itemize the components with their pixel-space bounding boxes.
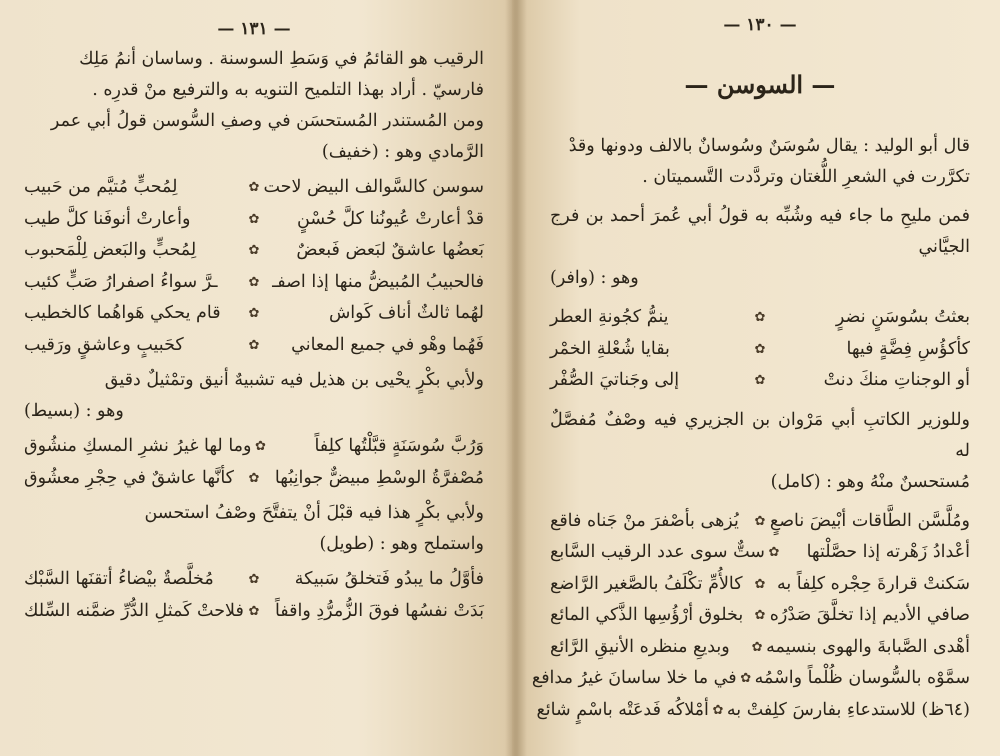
text-line: الرقيب هو القائمُ في وَسَطِ السوسنة . وساسان أنمُ مَلِك: [79, 49, 484, 69]
verse-line: [550, 506, 970, 538]
verse-line: [550, 600, 970, 632]
first-hemistich: سوسن كالسَّوالف البيض لاحت: [263, 177, 484, 197]
verse-line: [550, 302, 970, 334]
second-hemistich: مُخلَّصةٌ بيْضاءُ أتقنَها السَّبْك: [24, 569, 214, 589]
second-hemistich: ستٌّ سوى عدد الرقيب السَّابع: [550, 542, 765, 562]
first-hemistich: بَدَتْ نفسُها فوقَ الزُّمرُّدِ واقفاً: [274, 600, 484, 621]
verse-line: [531, 663, 970, 695]
meter-label: وهو : (وافر): [550, 268, 639, 288]
second-hemistich: بخلوق أرْؤُسِها الذَّكي المائع: [550, 605, 744, 625]
right-page: [512, 0, 1000, 756]
verse-line: [550, 569, 970, 601]
first-hemistich: مُصْفرَّةُ الوسْطِ مبيضٌّ جوانِبُها: [274, 467, 484, 488]
flower-ornament-icon: ✿: [712, 702, 724, 718]
second-hemistich: قام يحكي هَواهُما كالخطيب: [24, 303, 221, 323]
meter-label: وهو : (بسيط): [24, 401, 124, 421]
text-line: ولأبي بكْرٍ يحْيى بن هذيل فيه تشبيهٌ أنيق وتمْثيلٌ دقيق: [104, 370, 484, 390]
verse-line: [24, 431, 484, 463]
flower-ornament-icon: ✿: [754, 310, 766, 325]
flower-ornament-icon: ✿: [248, 180, 260, 195]
first-hemistich: صافي الأديم إذا تخلَّقَ صَدْرُه: [769, 605, 970, 625]
flower-ornament-icon: ✿: [248, 603, 260, 619]
second-hemistich: وأعارتْ أنوفَنا كلَّ طيب: [24, 208, 191, 229]
first-hemistich: وَرُبَّ سُوسَنَةٍ قبَّلْتُها كلِفاً: [314, 436, 484, 456]
second-hemistich: كأنَّها عاشقٌ في حِجْرِ معشُوق: [24, 467, 234, 488]
first-hemistich: أعْدادُ زَهْرته إذا حصَّلْتها: [806, 542, 970, 562]
text-line: مُستحسنٌ منْهُ وهو : (كامل): [770, 471, 970, 492]
flower-ornament-icon: ✿: [248, 470, 260, 486]
flower-ornament-icon: ✿: [754, 608, 766, 623]
intro-paragraph: [24, 44, 484, 168]
second-hemistich: وما لها غيرُ نشرِ المسكِ منشُوق: [24, 436, 252, 456]
second-hemistich: لِمُحبٍّ مُتيَّم من حَبيب: [24, 177, 178, 197]
first-hemistich: سمَّوْه بالسُّوسان ظُلْماً واسْمُه: [754, 668, 970, 688]
flower-ornament-icon: ✿: [248, 274, 260, 290]
flower-ornament-icon: ✿: [248, 211, 260, 227]
flower-ornament-icon: ✿: [754, 576, 766, 592]
text-line: فارسيّ . أراد بهذا التلميح التنويه به والترفيع منْ قدرِه .: [92, 80, 484, 100]
second-hemistich: أمْلاكُه فَدعَتْه باسْمٍ شائع: [536, 699, 709, 720]
second-hemistich: كالأُمِّ تكْلَفُ بالصَّغير الرَّاضع: [550, 573, 743, 594]
first-hemistich: أهْدى الصَّبابةَ والهوى بنسيمه: [766, 636, 970, 657]
verse-line: [24, 596, 484, 628]
flower-ornament-icon: ✿: [248, 243, 260, 258]
text-line: واستملح وهو : (طويل): [319, 534, 484, 554]
second-hemistich: ـرَّ سواءُ اصفرارُ صَبٍّ كئيب: [24, 271, 218, 292]
first-hemistich: كأكؤُسِ فِضَّةٍ فيها: [846, 338, 970, 359]
verse-line: [24, 172, 484, 204]
first-hemistich: فأوَّلُ ما يبدُو فَتخلقُ سَبيكة: [294, 569, 484, 589]
flower-ornament-icon: ✿: [255, 439, 266, 454]
verse-line: [24, 267, 484, 299]
first-hemistich: (٦٤ظ) للاستدعاءِ بفارسَ كلِفتْ به: [726, 699, 970, 720]
verse-line: [24, 204, 484, 236]
intro-jayyani: [550, 201, 970, 294]
verse-line: [24, 235, 484, 267]
chapter-title: — السوسن —: [684, 70, 836, 99]
poem-abu-bakr-2: [24, 564, 484, 627]
verse-line: [550, 334, 970, 366]
flower-ornament-icon: ✿: [754, 341, 766, 357]
verse-line: [550, 537, 970, 569]
poem-jayyani: [550, 302, 970, 397]
second-hemistich: كحَبيبٍ وعاشقٍ ورَقيب: [24, 334, 184, 355]
first-hemistich: سَكنتْ قرارةَ حِجْره كلِفاً به: [776, 573, 970, 594]
intro-jaziri: [550, 405, 970, 498]
page-number: — ١٣٠ —: [723, 15, 797, 35]
text-line: ومن المُستندر المُستحسَن في وصفِ السُّوسن قولُ أبي عمر: [50, 111, 484, 131]
flower-ornament-icon: ✿: [248, 306, 260, 321]
second-hemistich: في ما خلا ساسانَ غيرُ مدافع: [531, 668, 737, 688]
first-hemistich: فالحبيبُ المُبيضُّ منها إذا اصفـ: [272, 271, 484, 292]
flower-ornament-icon: ✿: [751, 639, 763, 655]
text-line: ولأبي بكْرٍ هذا فيه قبْلَ أنْ يتفتَّحَ وصْفُ استحسن: [144, 503, 484, 523]
first-hemistich: قدْ أعارتْ عُيونُنا كلَّ حُسْنٍ: [297, 208, 484, 229]
text-line: تكرَّرت في الشعرِ اللُّغتان وتردَّدت التَّسميتان .: [642, 167, 970, 187]
second-hemistich: يُزهى بأصْفرَ منْ جَناه فاقع: [550, 510, 739, 531]
intro-paragraph: [550, 131, 970, 193]
flower-ornament-icon: ✿: [754, 513, 766, 529]
poem-ramadi: [24, 172, 484, 361]
intro-abu-bakr-2: [24, 498, 484, 560]
first-hemistich: بَعضُها عاشقٌ لبَعض فَبعضٌ: [296, 240, 484, 260]
flower-ornament-icon: ✿: [768, 545, 780, 560]
verse-line: [24, 463, 484, 495]
second-hemistich: لِمُحبٍّ والبَعض لِلْمَحبوب: [24, 240, 197, 260]
text-line: قال أبو الوليد : يقال سُوسَنٌ وسُوسانٌ بالالف ودونها وقدْ: [568, 136, 970, 156]
first-hemistich: فَهُما وهْو في جميع المعاني: [291, 334, 484, 355]
text-line: فمن مليحِ ما جاء فيه وشُبِّه به قولُ أبي عُمرَ أحمد بن فرج الجيَّاني: [550, 206, 970, 257]
first-hemistich: ومُلَّسَّن الطَّاقات أبْيضَ ناصعٍ: [769, 510, 970, 531]
poem-jaziri: [531, 506, 970, 727]
second-hemistich: وبديعِ منظره الأنيقِ الرَّائع: [550, 636, 730, 657]
verse-line: [24, 564, 484, 596]
verse-line: [24, 298, 484, 330]
intro-abu-bakr: [24, 365, 484, 427]
second-hemistich: فلاحتْ كَمثلِ الدُّرِّ ضمَّنه السِّلك: [24, 600, 244, 621]
first-hemistich: أو الوجناتِ منكَ دنتْ: [823, 370, 970, 390]
flower-ornament-icon: ✿: [754, 373, 766, 388]
second-hemistich: إلى وجَناتيَ الصُّفْر: [550, 370, 680, 390]
flower-ornament-icon: ✿: [248, 337, 260, 353]
first-hemistich: لهُما ثالثٌ أناف كَواش: [328, 303, 484, 323]
verse-line: [24, 330, 484, 362]
second-hemistich: ينمُّ كجُونةِ العطر: [550, 307, 669, 327]
verse-line: [550, 632, 970, 664]
poem-abu-bakr: [24, 431, 484, 494]
first-hemistich: بعثتُ بسُوسَنٍ نضرٍ: [835, 307, 970, 327]
flower-ornament-icon: ✿: [248, 572, 260, 587]
page-number: — ١٣١ —: [217, 19, 291, 39]
second-hemistich: بقايا شُعْلةِ الخمْر: [550, 338, 670, 359]
text-line: وللوزير الكاتبِ أبي مَرْوان بن الجزيري فيه وصْفٌ مُفصَّلٌ له: [550, 409, 970, 461]
verse-line: [536, 695, 970, 727]
flower-ornament-icon: ✿: [740, 671, 752, 686]
verse-line: [550, 365, 970, 397]
text-line: الرَّمادي وهو : (خفيف): [321, 142, 484, 162]
